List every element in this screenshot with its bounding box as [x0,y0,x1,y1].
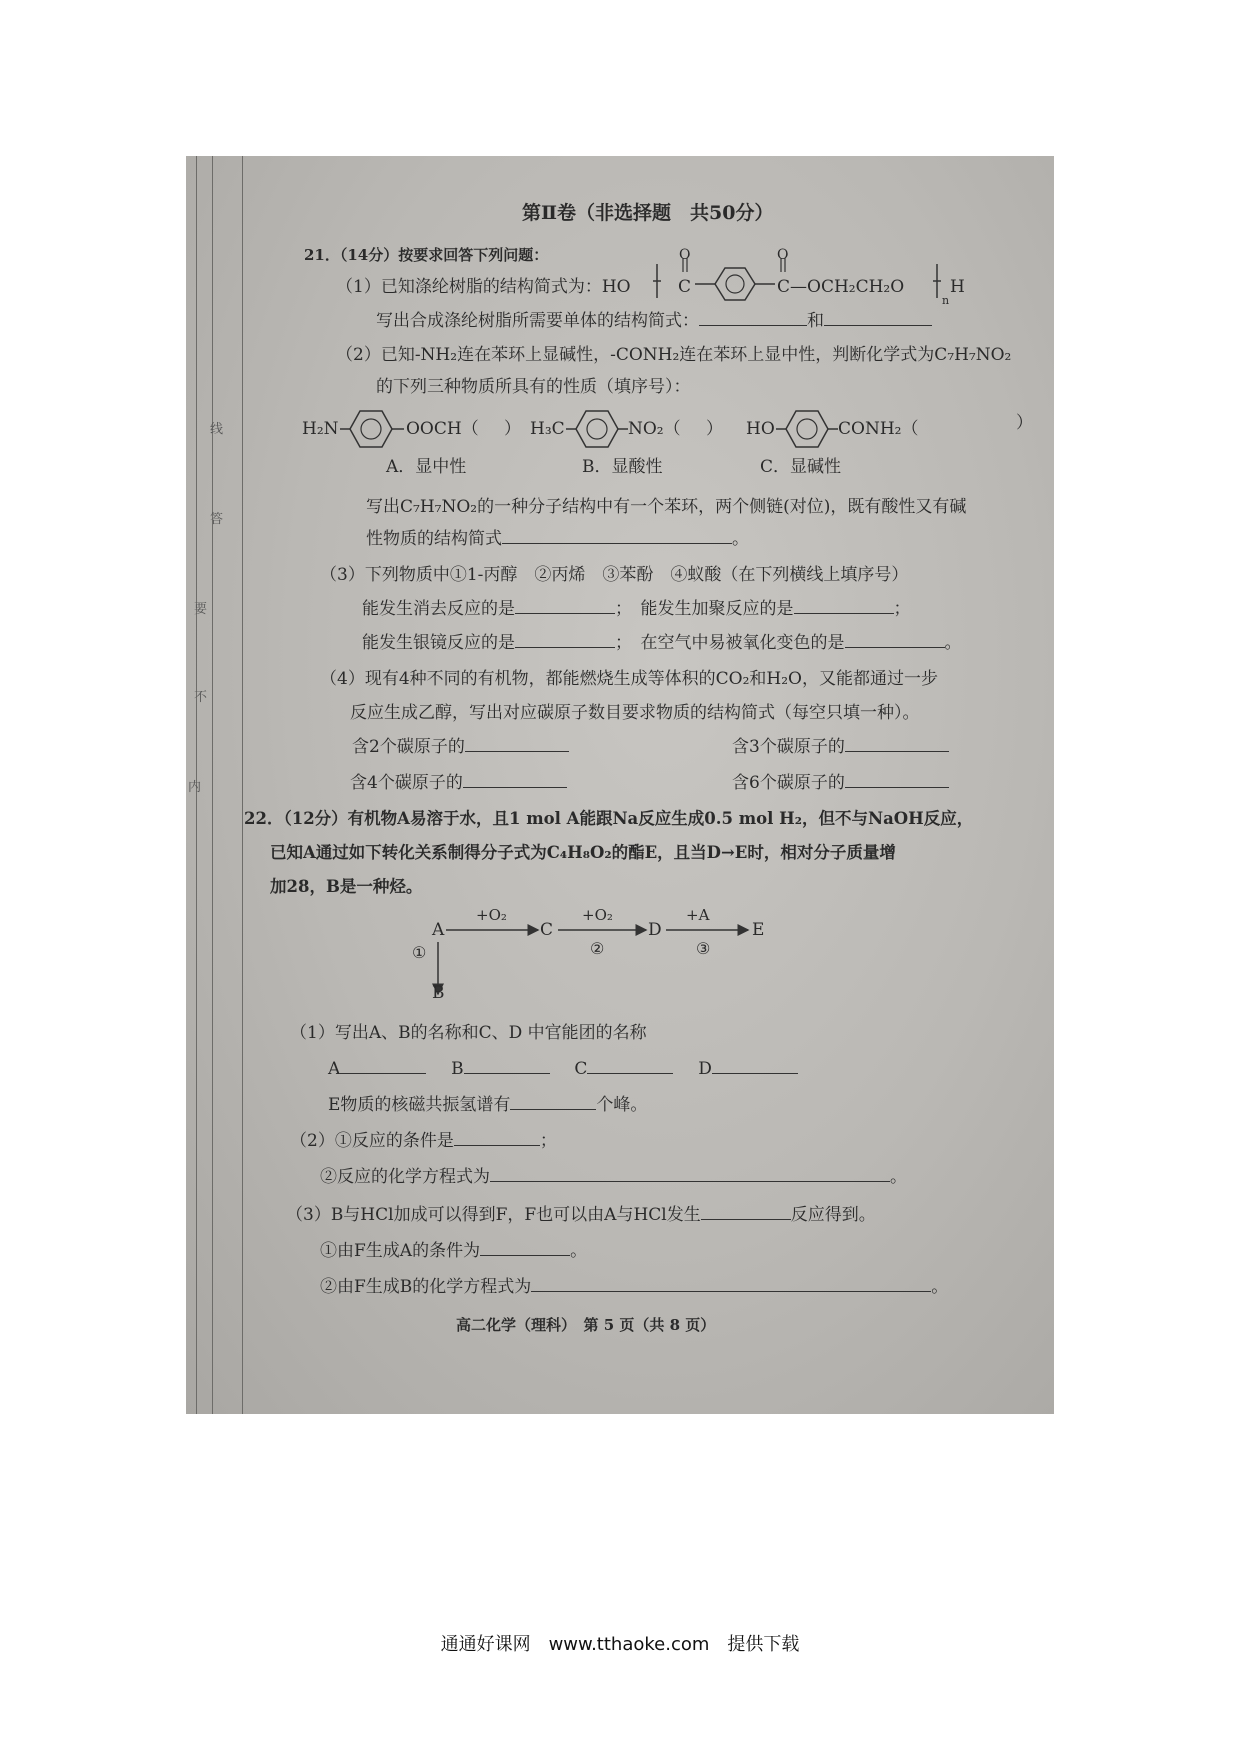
period: 。 [931,1277,949,1297]
answer-blank[interactable] [701,1205,791,1220]
polymer-tail: C—OCH₂CH₂O [777,277,905,297]
compound3-left: HO [746,419,775,439]
answer-blank[interactable] [794,599,894,614]
margin-char: 内 [188,780,202,795]
answer-blank[interactable] [340,1059,426,1074]
margin-char: 线 [210,422,224,437]
q21-p3-line1: （3）下列物质中①1-丙醇 ②丙烯 ③苯酚 ④蚁酸（在下列横线上填序号） [320,565,909,585]
q21-p2-line1: （2）已知-NH₂连在苯环上显碱性，-CONH₂连在苯环上显中性，判断化学式为C₇H₇NO₂ [336,345,1012,365]
answer-blank[interactable] [845,633,945,648]
compound1-close: ） [504,419,521,439]
carbonyl-o-2: O [777,247,789,263]
answer-blank[interactable] [845,737,949,752]
label-a: A [328,1059,341,1079]
c6-text: 含6个碳原子的 [732,773,845,793]
scheme-b: B [432,983,445,1003]
p3-text: （3）B与HCl加成可以得到F，F也可以由A与HCl发生 [286,1205,701,1225]
answer-blank[interactable] [515,633,615,648]
p3-elimination-text: 能发生消去反应的是 [362,599,515,619]
scheme-d: D [648,920,662,940]
q22-p2-line1 [290,1130,557,1152]
q22-p3-line1 [286,1204,876,1226]
answer-blank[interactable] [699,311,807,326]
scheme-step1: ① [412,943,427,962]
option-b: B．显酸性 [582,457,663,477]
q22-p1-line1: （1）写出A、B的名称和C、D 中官能团的名称 [290,1023,647,1043]
q22-p1-blanks [328,1058,798,1080]
option-a: A．显中性 [386,457,467,477]
label-d: D [698,1059,712,1079]
binding-line-2 [212,156,213,1414]
answer-blank[interactable] [510,1095,596,1110]
q21-p1-line2-text: 写出合成涤纶树脂所需要单体的结构简式： [376,311,699,331]
q21-c2 [352,736,569,758]
answer-blank[interactable] [454,1131,540,1146]
and-text: 和 [807,311,824,331]
q22-p3-line2 [320,1240,587,1262]
q21-c4 [350,772,567,794]
period: 。 [944,633,962,653]
q21-header: 21．（14分）按要求回答下列问题： [304,246,549,264]
q22-line3: 加28，B是一种烃。 [270,877,423,896]
margin-char: 答 [210,512,224,527]
answer-blank[interactable] [515,599,615,614]
answer-blank[interactable] [502,529,732,544]
q21-p2-line4 [366,528,749,550]
scheme-plus-a: +A [686,906,710,924]
period: 。 [570,1241,588,1261]
q21-c6 [732,772,949,794]
c4-text: 含4个碳原子的 [350,773,463,793]
q21-p3-line3 [362,632,962,654]
answer-blank[interactable] [465,737,569,752]
scheme-a: A [432,920,445,940]
scheme-c: C [540,920,554,940]
q22-p1-nmr [328,1094,647,1116]
q21-c3 [732,736,949,758]
margin-char: 要 [194,602,208,617]
compound2-left: H₃C [530,419,565,439]
period: 。 [890,1167,907,1187]
q21-p1-line2 [376,310,932,332]
p2-equation-text: ②反应的化学方程式为 [320,1167,490,1187]
polymer-h: H [950,277,965,297]
q21-p3-line2 [362,598,911,620]
compound3-close: ） [1016,413,1033,433]
answer-blank[interactable] [824,311,932,326]
q21-p2-line3: 写出C₇H₇NO₂的一种分子结构中有一个苯环，两个侧链(对位)，既有酸性又有碱 [366,497,967,517]
answer-blank[interactable] [490,1167,890,1182]
download-footer: 通通好课网 www.tthaoke.com 提供下载 [440,1634,800,1655]
answer-blank[interactable] [480,1241,570,1256]
c2-text: 含2个碳原子的 [352,737,465,757]
q22-p3-line3 [320,1276,948,1298]
answer-blank[interactable] [463,773,567,788]
section-title: 第Ⅱ卷（非选择题 共50分） [522,202,774,224]
p3-f-to-b-text: ②由F生成B的化学方程式为 [320,1277,532,1297]
binding-line-3 [242,156,243,1414]
q21-p4-line1: （4）现有4种不同的有机物，都能燃烧生成等体积的CO₂和H₂O，又能都通过一步 [320,669,938,689]
semicolon: ； [539,1131,557,1151]
peaks-text: 个峰。 [596,1095,648,1115]
p3-end-text: 反应得到。 [790,1205,876,1225]
option-c: C．显碱性 [760,457,842,477]
q21-p4-line2: 反应生成乙醇，写出对应碳原子数目要求物质的结构简式（每空只填一种）。 [350,703,920,723]
scheme-step3: ③ [696,939,711,958]
p3-polymerization-text: ； 能发生加聚反应的是 [615,599,794,619]
compound2-right: NO₂（ [628,419,681,439]
scheme-e: E [752,920,765,940]
period: 。 [732,529,749,549]
compound3-right: CONH₂（ [838,419,919,439]
compound2-close: ） [706,419,723,439]
q21-p2-line4-text: 性物质的结构简式 [366,529,502,549]
label-c: C [574,1059,588,1079]
page-footer: 高二化学（理科） 第 5 页（共 8 页） [456,1316,716,1334]
compound1-left: H₂N [302,419,339,439]
p2-condition-text: （2）①反应的条件是 [290,1131,454,1151]
c3-text: 含3个碳原子的 [732,737,845,757]
p3-silver-mirror-text: 能发生银镜反应的是 [362,633,515,653]
q22-p2-line2 [320,1166,907,1188]
nmr-text: E物质的核磁共振氢谱有 [328,1095,511,1115]
answer-blank[interactable] [845,773,949,788]
answer-blank[interactable] [587,1059,673,1074]
p3-f-to-a-text: ①由F生成A的条件为 [320,1241,481,1261]
answer-blank[interactable] [464,1059,550,1074]
carbonyl-o-1: O [679,247,691,263]
benzene-ring-3 [776,406,846,456]
benzene-ring-2 [566,406,636,456]
answer-blank[interactable] [531,1277,931,1292]
q21-p2-line2: 的下列三种物质所具有的性质（填序号）： [376,377,691,397]
answer-blank[interactable] [712,1059,798,1074]
q22-line1: 22．（12分）有机物A易溶于水，且1 mol A能跟Na反应生成0.5 mol H₂，但不与NaOH反应， [244,809,974,828]
label-b: B [451,1059,464,1079]
scheme-o2-2: +O₂ [582,906,613,924]
carbonyl-c-1: C [678,277,692,297]
polymer-n: n [942,294,950,307]
compound1-right: OOCH（ [406,419,479,439]
p3-oxidation-text: ； 在空气中易被氧化变色的是 [615,633,845,653]
benzene-ring-1 [340,406,410,456]
q22-line2: 已知A通过如下转化关系制得分子式为C₄H₈O₂的酯E，且当D→E时，相对分子质量增 [270,843,896,862]
semicolon: ； [893,599,911,619]
scheme-o2-1: +O₂ [476,906,507,924]
exam-page-photo [186,156,1054,1414]
margin-char: 不 [194,690,208,705]
scheme-step2: ② [590,939,605,958]
q21-p1-prefix: （1）已知涤纶树脂的结构简式为：HO [336,277,631,297]
